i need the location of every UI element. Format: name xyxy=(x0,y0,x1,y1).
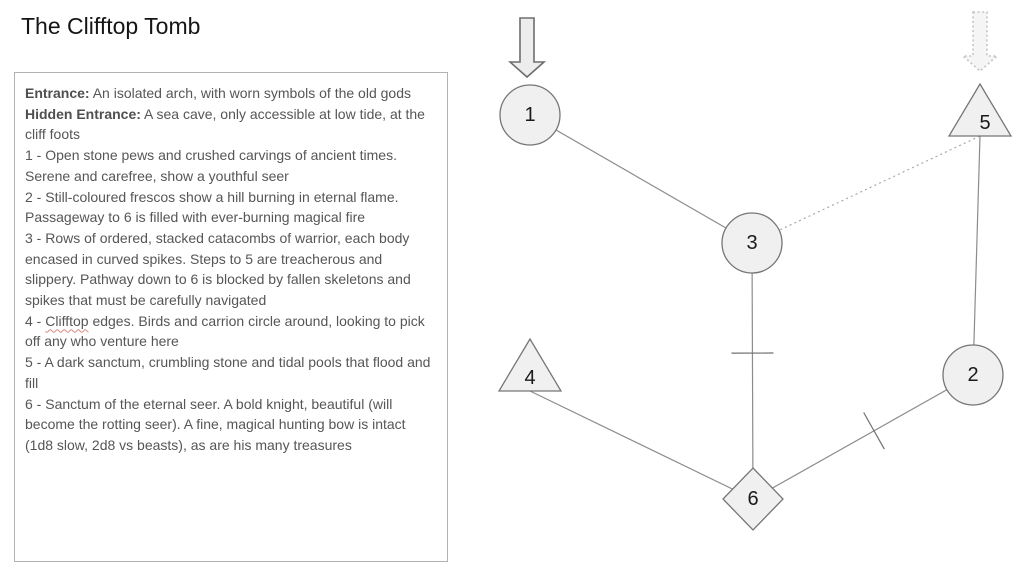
note-entry: 6 - Sanctum of the eternal seer. A bold knight, beautiful (will become the rotting seer). A fine, magical hunting bow is intact (1d8 slow, 2d8 vs beasts), as are his many treasures xyxy=(25,395,406,453)
page-title: The Clifftop Tomb xyxy=(21,13,201,39)
map-node-label-5: 5 xyxy=(979,112,991,134)
misspelled-word: Clifftop xyxy=(45,312,89,329)
note-entry: 2 - Still-coloured frescos show a hill burning in eternal flame. Passageway to 6 is filled with ever-burning magical fire xyxy=(25,188,399,226)
passage-edge-4-6[interactable] xyxy=(530,391,753,499)
note-entry: 4 - Clifftop edges. Birds and carrion circle around, looking to pick off any who venture here xyxy=(25,312,425,350)
note-entry: 1 - Open stone pews and crushed carvings of ancient times. Serene and carefree, show a youthful seer xyxy=(25,147,397,184)
passage-edge-3-6[interactable] xyxy=(752,243,753,499)
note-entry: 5 - A dark sanctum, crumbling stone and tidal pools that flood and fill xyxy=(25,354,431,391)
note-entry-label: Hidden Entrance: xyxy=(25,105,141,122)
map-diagram xyxy=(460,0,1023,571)
passage-edge-1-3[interactable] xyxy=(530,115,752,243)
note-entry: Entrance: An isolated arch, with worn symbols of the old gods xyxy=(25,85,411,101)
passage-edge-5-2[interactable] xyxy=(973,136,980,375)
main-entrance-arrow-icon[interactable] xyxy=(510,18,544,77)
note-entry: Hidden Entrance: A sea cave, only accessible at low tide, at the cliff foots xyxy=(25,105,425,143)
map-node-label-2: 2 xyxy=(967,364,979,386)
map-node-label-6: 6 xyxy=(747,488,759,510)
notes-textbox[interactable] xyxy=(14,72,448,562)
blocked-passage-tick xyxy=(864,413,885,450)
passage-edge-3-5[interactable] xyxy=(752,136,980,243)
hidden-entrance-arrow-icon[interactable] xyxy=(963,12,997,71)
note-entry: 3 - Rows of ordered, stacked catacombs of warrior, each body encased in curved spikes. Steps to 5 are treacherous and slippery. Pathway down to 6 is blocked by fallen skeletons and spikes that must be carefully navigated xyxy=(25,229,411,309)
map-node-label-1: 1 xyxy=(524,104,536,126)
map-node-label-4: 4 xyxy=(524,367,536,389)
notes-list xyxy=(25,83,437,456)
passage-edge-2-6[interactable] xyxy=(753,375,973,499)
note-entry-label: Entrance: xyxy=(25,85,90,101)
map-node-label-3: 3 xyxy=(746,232,758,254)
